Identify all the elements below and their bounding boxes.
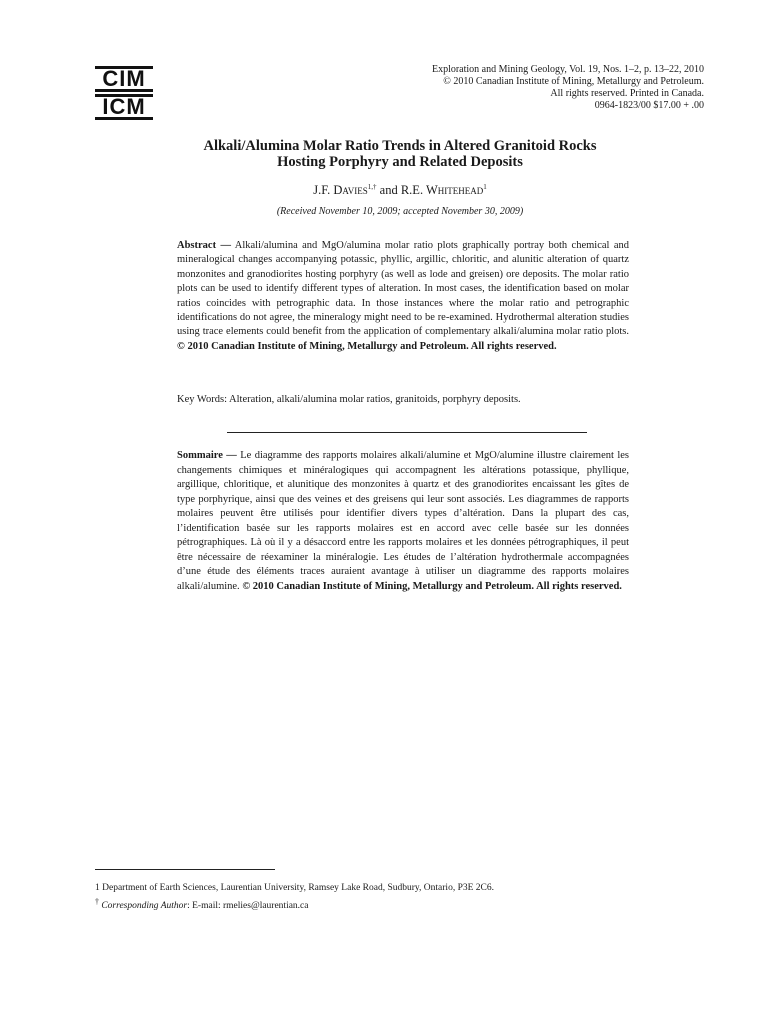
sommaire-copyright: © 2010 Canadian Institute of Mining, Metallurgy and Petroleum. All rights reserved. <box>242 580 622 592</box>
footnote-affiliation: 1 Department of Earth Sciences, Laurentian University, Ramsey Lake Road, Sudbury, Ontario, P3E 2C6. <box>95 883 494 893</box>
author-1-affiliation: 1,† <box>367 183 377 191</box>
journal-citation: Exploration and Mining Geology, Vol. 19, Nos. 1–2, p. 13–22, 2010 <box>431 64 704 75</box>
title-line-2: Hosting Porphyry and Related Deposits <box>277 154 523 170</box>
abstract-copyright: © 2010 Canadian Institute of Mining, Metallurgy and Petroleum. All rights reserved. <box>177 340 557 352</box>
abstract <box>177 239 629 354</box>
logo-icm <box>95 94 153 120</box>
journal-info <box>404 64 704 112</box>
corresponding-email: : E-mail: rmelies@laurentian.ca <box>187 901 309 912</box>
journal-issn: 0964-1823/00 $17.00 + .00 <box>594 100 704 111</box>
keywords: Key Words: Alteration, alkali/alumina molar ratios, granitoids, porphyry deposits. <box>177 394 521 405</box>
sommaire <box>177 449 629 594</box>
author-conjunction: and <box>379 183 398 198</box>
sommaire-label: Sommaire — <box>177 450 237 461</box>
title-block <box>150 138 650 217</box>
author-1: J.F. Davies <box>313 183 368 198</box>
sommaire-text: Le diagramme des rapports molaires alkali/alumine et MgO/alumine illustre clairement les changements chimiques et minéralogiques qui accompagnent les altérations potassique, phyllique, argillique, chloritique, et alunitique des monzonites à quartz et des granodiorites encaissant les gîtes de type porphyrique, ainsi que des veines et des greisens qui leur sont associés. Les diagrammes de rapports molaires peuvent être utilisés pour identifier divers types d’altération. Dans la plupart des cas, l’identification basée sur les rapports molaires est en accord avec celle basée sur les données pétrographiques. Là où il y a désaccord entre les rapports molaires et les données pétrographiques, il peut être nécessaire de réexaminer la minéralogie. Les études de l’altération hydrothermale accompagnées d’une étude des éléments traces auraient avantage à utiliser un diagramme des rapports molaires alkali/alumine. <box>177 450 629 592</box>
author-2-affiliation: 1 <box>483 183 487 191</box>
received-dates: (Received November 10, 2009; accepted November 30, 2009) <box>276 206 524 218</box>
journal-copyright: © 2010 Canadian Institute of Mining, Metallurgy and Petroleum. <box>443 76 704 87</box>
dagger-mark: † <box>95 897 99 906</box>
cim-icm-logo <box>95 66 153 122</box>
footnotes <box>95 881 695 913</box>
corresponding-label: Corresponding Author <box>101 901 188 912</box>
logo-cim <box>95 66 153 92</box>
article-title <box>150 138 650 170</box>
abstract-text: Alkali/alumina and MgO/alumina molar ratio plots graphically portray both chemical and mineralogical changes accompanying potassic, phyllic, argillic, chloritic, and alunitic alteration of quartz monzonites and granodiorites hosting porphyry (as well as lode and greisen) ore deposits. The molar ratio plots can be used to identify different types of alteration. In most cases, the identification based on molar ratios coincides with petrographic data. In those instances where the molar ratio and petrographic identifications do not agree, the mineralogy might need to be re-examined. Hydrothermal alteration studies using trace elements could benefit from the application of complementary alkali/alumina molar ratio plots. <box>177 240 629 338</box>
title-line-1: Alkali/Alumina Molar Ratio Trends in Altered Granitoid Rocks <box>203 138 597 154</box>
author-2: R.E. Whitehead <box>400 183 484 198</box>
footnote-divider <box>95 869 275 870</box>
logo-icm-text: ICM <box>102 94 146 119</box>
authors <box>150 183 650 198</box>
footnote-corresponding <box>95 895 695 913</box>
abstract-label: Abstract — <box>177 240 231 251</box>
logo-cim-text: CIM <box>102 66 146 91</box>
section-divider <box>227 432 587 433</box>
journal-rights: All rights reserved. Printed in Canada. <box>550 88 704 99</box>
